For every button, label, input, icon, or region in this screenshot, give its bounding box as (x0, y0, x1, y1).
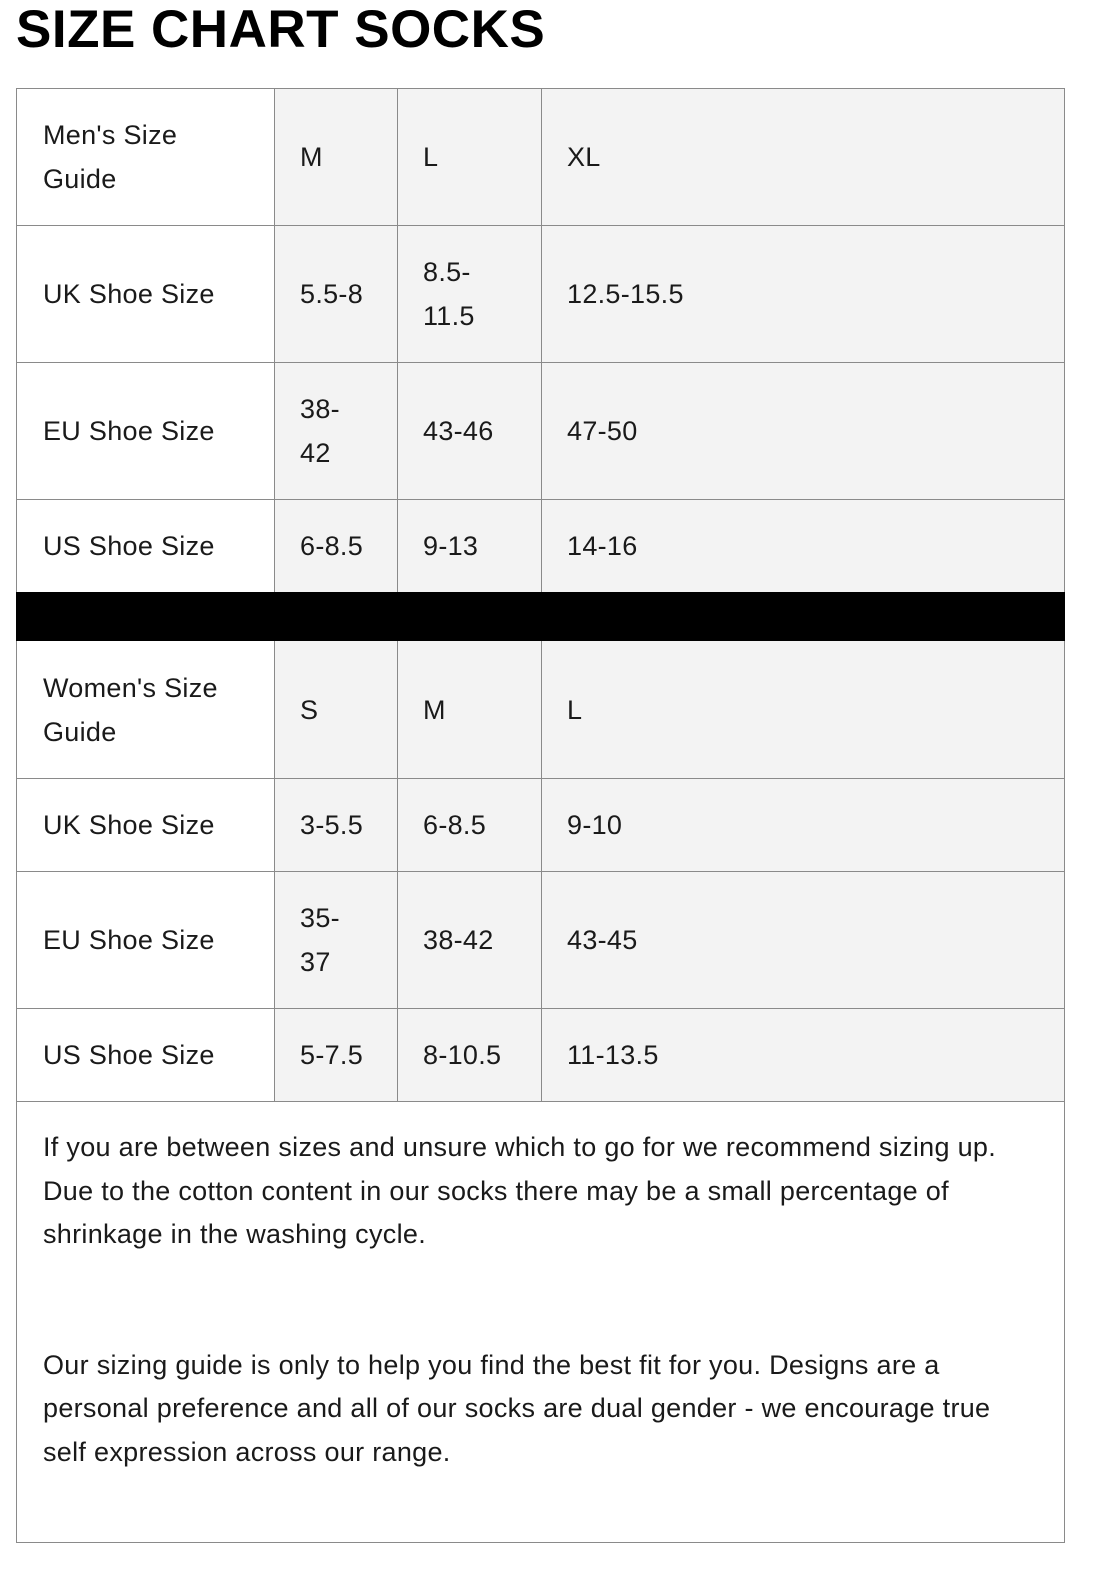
table-cell: 5-7.5 (274, 1009, 397, 1101)
table-cell: 43-45 (541, 872, 1065, 1008)
table-cell: 43-46 (397, 363, 541, 499)
page-title: SIZE CHART SOCKS (16, 0, 546, 59)
note-spacer (43, 1257, 1038, 1344)
size-chart-table (16, 88, 1065, 1543)
womens-size-m: M (397, 641, 541, 778)
row-label: US Shoe Size (16, 500, 274, 592)
row-label: UK Shoe Size (16, 779, 274, 871)
table-row (16, 362, 1065, 499)
table-cell: 12.5-15.5 (541, 226, 1065, 362)
note-between-sizes: If you are between sizes and unsure which to go for we recommend sizing up. (43, 1132, 996, 1162)
mens-size-l: L (397, 89, 541, 225)
sizing-notes (16, 1101, 1065, 1543)
table-row (16, 778, 1065, 871)
table-cell: 38-42 (397, 872, 541, 1008)
table-row (16, 871, 1065, 1008)
table-cell: 6-8.5 (274, 500, 397, 592)
mens-size-m: M (274, 89, 397, 225)
table-cell: 9-13 (397, 500, 541, 592)
table-cell: 47-50 (541, 363, 1065, 499)
table-cell: 35-37 (274, 872, 397, 1008)
table-cell: 11-13.5 (541, 1009, 1065, 1101)
row-label: UK Shoe Size (16, 226, 274, 362)
row-label: EU Shoe Size (16, 872, 274, 1008)
row-label: US Shoe Size (16, 1009, 274, 1101)
table-cell: 3-5.5 (274, 779, 397, 871)
mens-header-row (16, 88, 1065, 225)
table-row (16, 499, 1065, 592)
womens-size-guide-label: Women's Size Guide (16, 641, 274, 778)
womens-size-s: S (274, 641, 397, 778)
row-label: EU Shoe Size (16, 363, 274, 499)
table-row (16, 225, 1065, 362)
table-cell: 6-8.5 (397, 779, 541, 871)
note-cotton-shrinkage: Due to the cotton content in our socks there may be a small percentage of shrinkage in the washing cycle. (43, 1175, 949, 1249)
table-cell: 8.5-11.5 (397, 226, 541, 362)
table-cell: 38-42 (274, 363, 397, 499)
table-cell: 14-16 (541, 500, 1065, 592)
womens-header-row (16, 641, 1065, 778)
table-cell: 8-10.5 (397, 1009, 541, 1101)
note-dual-gender: Our sizing guide is only to help you find the best fit for you. Designs are a personal preference and all of our socks are dual gender - we encourage true self expression across our range. (43, 1349, 991, 1467)
womens-size-l: L (541, 641, 1065, 778)
section-divider (16, 592, 1065, 641)
mens-size-xl: XL (541, 89, 1065, 225)
mens-size-guide-label: Men's Size Guide (16, 89, 274, 225)
table-row (16, 1008, 1065, 1101)
table-cell: 9-10 (541, 779, 1065, 871)
table-cell: 5.5-8 (274, 226, 397, 362)
